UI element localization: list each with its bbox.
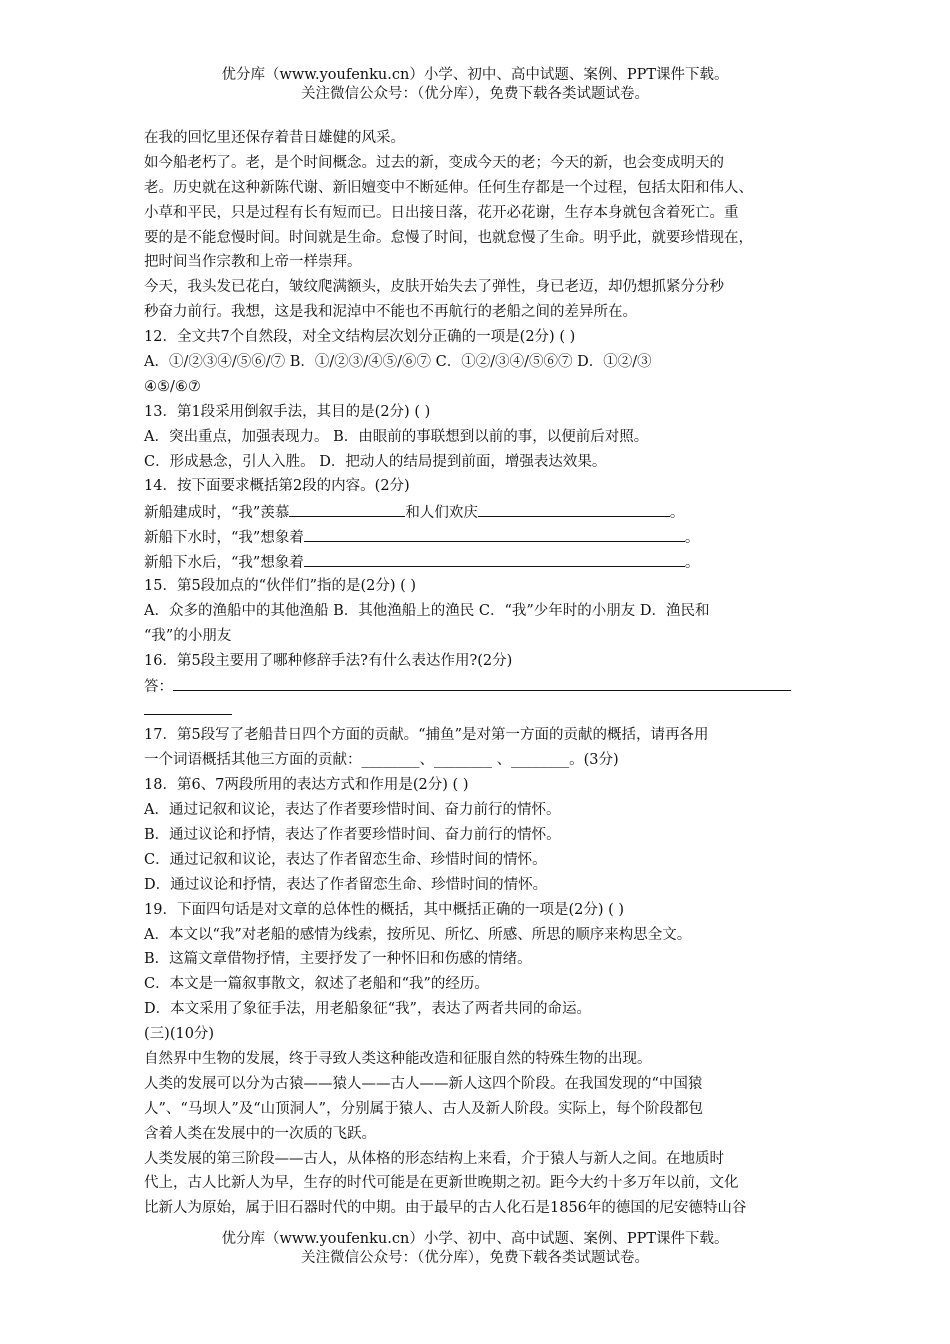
section-3-heading: (三)(10分)	[144, 1026, 215, 1043]
passage-p7-line: 今天，我头发已花白，皱纹爬满额头，皮肤开始失去了弹性，身已老迈，却仍想抓紧分分秒	[144, 279, 724, 296]
section-3-p3-line: 比新人为原始，属于旧石器时代的中期。由于最早的古人化石是1856年的德国的尼安德特山谷	[144, 1200, 747, 1217]
q14-row3-period: 。	[684, 555, 700, 572]
passage-p7-line: 秒奋力前行。我想，这是我和泥淖中不能也不再航行的老船之间的差异所在。	[144, 304, 637, 321]
question-14-row-2	[144, 524, 808, 549]
question-16-answer	[144, 674, 808, 699]
question-19-option-a: A．本文以“我”对老船的感情为线索，按所见、所忆、所感、所思的顺序来构思全文。	[144, 926, 692, 943]
passage-p6-line: 把时间当作宗教和上帝一样崇拜。	[144, 254, 362, 271]
question-18-option-d: D．通过议论和抒情，表达了作者留恋生命、珍惜时间的情怀。	[144, 876, 548, 893]
section-3-p2-line: 含着人类在发展中的一次质的飞跃。	[144, 1125, 376, 1142]
question-13-options-cd: C．形成悬念，引人入胜。 D．把动人的结局提到前面，增强表达效果。	[144, 453, 607, 470]
section-3-p2-line: 人”、“马坝人”及“山顶洞人”，分别属于猿人、古人及新人阶段。实际上，每个阶段都包	[144, 1100, 704, 1117]
passage-p6-line: 如今船老朽了。老，是个时间概念。过去的新，变成今天的老；今天的新，也会变成明天的	[144, 154, 724, 171]
page-header	[0, 66, 950, 104]
question-12-options-cont: ④⑤/⑥⑦	[144, 378, 201, 395]
q16-answer-label: 答：	[144, 678, 173, 695]
passage-p6-line: 要的是不能怠慢时间。时间就是生命。怠慢了时间，也就怠慢了生命。明乎此，就要珍惜现在，	[144, 229, 753, 246]
question-13-options-ab: A．突出重点，加强表现力。 B．由眼前的事联想到以前的事，以便前后对照。	[144, 428, 649, 445]
question-19-option-b: B．这篇文章借物抒情，主要抒发了一种怀旧和伤感的情绪。	[144, 951, 532, 968]
question-18-option-b: B．通过议论和抒情，表达了作者要珍惜时间、奋力前行的情怀。	[144, 826, 561, 843]
question-16-stem: 16．第5段主要用了哪种修辞手法?有什么表达作用?(2分)	[144, 652, 513, 669]
passage-p6-line: 老。历史就在这种新陈代谢、新旧嬗变中不断延伸。任何生存都是一个过程，包括太阳和伟人、	[144, 179, 753, 196]
q14-row1-period: 。	[669, 505, 685, 522]
question-15-options: A．众多的渔船中的其他渔船 B．其他渔船上的渔民 C．“我”少年时的小朋友 D．渔民和	[144, 602, 710, 619]
question-18-option-c: C．通过记叙和议论，表达了作者留恋生命、珍惜时间的情怀。	[144, 851, 547, 868]
q14-row1-label-b: 和人们欢庆	[405, 505, 478, 522]
q16-answer-line-tail[interactable]	[144, 698, 232, 715]
question-14-row-1	[144, 499, 808, 524]
section-3-p3-line: 人类发展的第三阶段——古人，从体格的形态结构上来看，介于猿人与新人之间。在地质时	[144, 1150, 724, 1167]
q14-blank-3[interactable]	[304, 524, 685, 542]
question-19-option-c: C．本文是一篇叙事散文，叙述了老船和“我”的经历。	[144, 976, 489, 993]
section-3-p3-line: 代上，古人比新人为早，生存的时代可能是在更新世晚期之初。距今大约十多万年以前，文化	[144, 1175, 739, 1192]
q14-row3-label: 新船下水后，“我”想象着	[144, 555, 304, 572]
q16-answer-line[interactable]	[173, 674, 791, 691]
footer-line-2: 关注微信公众号：（优分库），免费下载各类试题试卷。	[301, 1250, 649, 1266]
question-18-option-a: A．通过记叙和议论，表达了作者要珍惜时间、奋力前行的情怀。	[144, 802, 561, 819]
footer-line-1: 优分库（www.youfenku.cn）小学、初中、高中试题、案例、PPT课件下载。	[221, 1231, 729, 1247]
q14-blank-1[interactable]	[289, 499, 405, 517]
question-14-row-3	[144, 549, 808, 574]
q14-row1-label-a: 新船建成时，“我”羡慕	[144, 505, 290, 522]
header-line-2: 关注微信公众号：（优分库），免费下载各类试题试卷。	[301, 86, 649, 102]
question-16-answer-cont	[144, 698, 808, 723]
question-19-stem: 19．下面四句话是对文章的总体性的概括，其中概括正确的一项是(2分) ( )	[144, 901, 625, 918]
question-19-option-d: D．本文采用了象征手法，用老船象征“我”，表达了两者共同的命运。	[144, 1001, 591, 1018]
section-3-p1: 自然界中生物的发展，终于寻致人类这种能改造和征服自然的特殊生物的出现。	[144, 1050, 652, 1067]
question-14-stem: 14．按下面要求概括第2段的内容。(2分)	[144, 478, 410, 495]
question-15-stem: 15．第5段加点的“伙伴们”指的是(2分) ( )	[144, 578, 417, 595]
header-line-1: 优分库（www.youfenku.cn）小学、初中、高中试题、案例、PPT课件下载。	[221, 67, 729, 83]
document-body	[144, 126, 808, 1221]
question-12-stem: 12．全文共7个自然段，对全文结构层次划分正确的一项是(2分) ( )	[144, 329, 576, 346]
page-footer	[0, 1230, 950, 1268]
question-15-options-cont: “我”的小朋友	[144, 627, 232, 644]
passage-p1-end: 在我的回忆里还保存着昔日雄健的风采。	[144, 130, 405, 146]
q14-blank-4[interactable]	[304, 549, 685, 567]
question-13-stem: 13．第1段采用倒叙手法，其目的是(2分) ( )	[144, 403, 431, 420]
passage-p6-line: 小草和平民，只是过程有长有短而已。日出接日落，花开必花谢，生存本身就包含着死亡。重	[144, 204, 739, 221]
q14-row2-period: 。	[684, 530, 700, 547]
section-3-p2-line: 人类的发展可以分为古猿——猿人——古人——新人这四个阶段。在我国发现的“中国猿	[144, 1075, 703, 1092]
q14-row2-label: 新船下水时，“我”想象着	[144, 530, 304, 547]
question-17-line-2: 一个词语概括其他三方面的贡献：________、________ 、________。(3分)	[144, 752, 619, 769]
question-18-stem: 18．第6、7两段所用的表达方式和作用是(2分) ( )	[144, 777, 469, 794]
question-12-options: A．①/②③④/⑤⑥/⑦ B．①/②③/④⑤/⑥⑦ C．①②/③④/⑤⑥⑦ D．①②/③	[144, 354, 652, 371]
question-17-line-1: 17．第5段写了老船昔日四个方面的贡献。“捕鱼”是对第一方面的贡献的概括，请再各用	[144, 727, 709, 744]
q14-blank-2[interactable]	[478, 499, 670, 517]
